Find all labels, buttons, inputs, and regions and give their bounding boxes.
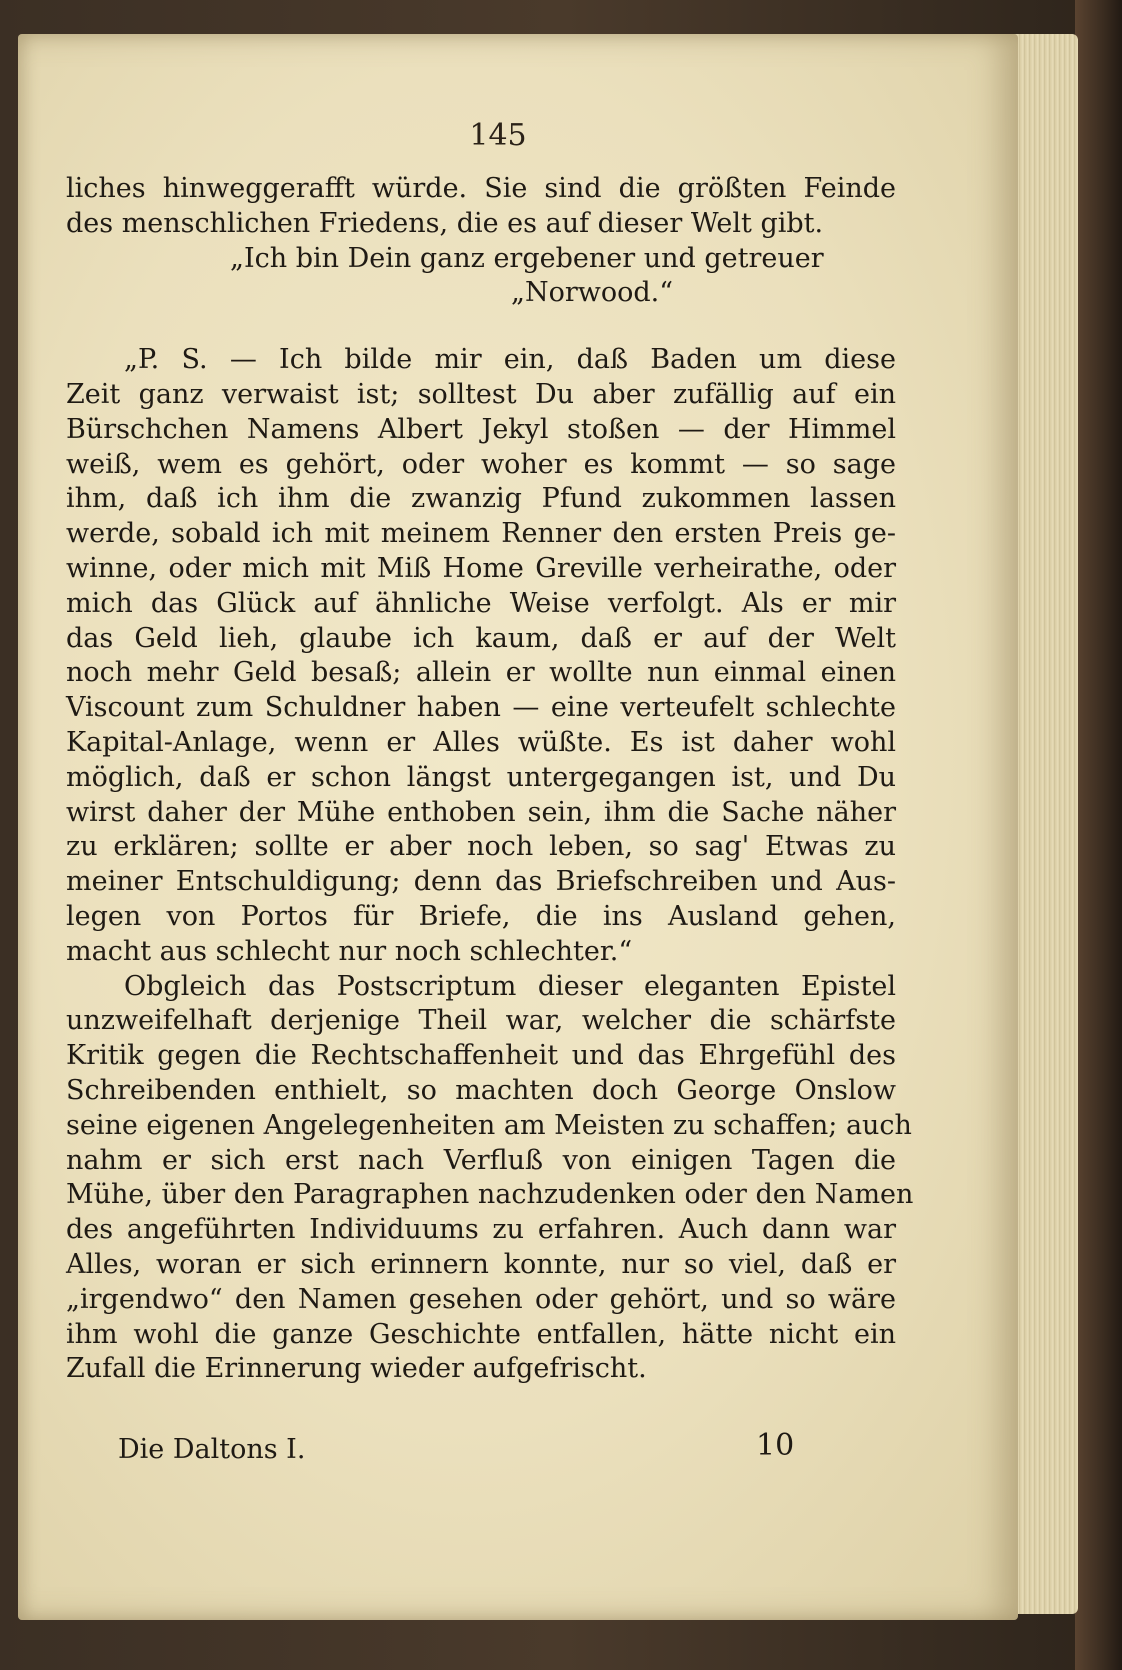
text-line: möglich, daß er schon längst untergegangen ist, und Du <box>66 761 896 793</box>
text-line: mich das Glück auf ähnliche Weise verfolgt. Als er mir <box>66 587 896 619</box>
text-line: ihm wohl die ganze Geschichte entfallen, hätte nicht ein <box>66 1318 896 1350</box>
book-binding-edge <box>1075 0 1122 1670</box>
text-line: Zufall die Erinnerung wieder aufgefrischt. <box>66 1353 647 1385</box>
footer-book-title: Die Daltons I. <box>118 1434 306 1465</box>
text-line: Kritik gegen die Rechtschaffenheit und das Ehrgefühl des <box>66 1040 896 1072</box>
text-line: liches hinweggerafft würde. Sie sind die größten Feinde <box>66 173 896 204</box>
text-line: Kapital-Anlage, wenn er Alles wüßte. Es ist daher wohl <box>66 726 896 758</box>
text-line: wirst daher der Mühe enthoben sein, ihm die Sache näher <box>66 796 896 828</box>
text-line: werde, sobald ich mit meinem Renner den ersten Preis ge- <box>66 518 896 550</box>
letter-signature: „Norwood.“ <box>511 277 674 309</box>
text-line: Zeit ganz verwaist ist; solltest Du aber zufällig auf ein <box>66 378 896 410</box>
text-line: nahm er sich erst nach Verfluß von einigen Tagen die <box>66 1144 896 1176</box>
text-line: das Geld lieh, glaube ich kaum, daß er auf der Welt <box>66 622 896 654</box>
text-line: Obgleich das Postscriptum dieser eleganten Epistel <box>124 970 896 1002</box>
text-line: zu erklären; sollte er aber noch leben, so sag' Etwas zu <box>66 831 896 863</box>
text-line: unzweifelhaft derjenige Theil war, welcher die schärfste <box>66 1005 896 1037</box>
signature-mark: 10 <box>756 1428 795 1463</box>
text-line: winne, oder mich mit Miß Home Greville verheirathe, oder <box>66 552 896 584</box>
text-line: des menschlichen Friedens, die es auf dieser Welt gibt. <box>66 207 824 239</box>
text-line: „irgendwo“ den Namen gesehen oder gehört, und so wäre <box>66 1283 896 1315</box>
text-line: legen von Portos für Briefe, die ins Ausland gehen, <box>66 900 896 932</box>
book-page <box>18 34 1018 1620</box>
text-line: Schreibenden enthielt, so machten doch George Onslow <box>66 1074 896 1106</box>
page-number: 145 <box>469 118 527 153</box>
text-line: ihm, daß ich ihm die zwanzig Pfund zukommen lassen <box>66 483 896 515</box>
text-line: noch mehr Geld besaß; allein er wollte nun einmal einen <box>66 657 896 689</box>
body-text <box>66 172 914 1387</box>
text-line: „P. S. — Ich bilde mir ein, daß Baden um diese <box>124 344 896 376</box>
text-line: Alles, woran er sich erinnern konnte, nur so viel, daß er <box>66 1248 896 1280</box>
text-line: des angeführten Individuums zu erfahren. Auch dann war <box>66 1214 896 1246</box>
text-line: macht aus schlecht nur noch schlechter.“ <box>66 935 633 967</box>
text-line: Mühe, über den Paragraphen nachzudenken oder den Namen <box>66 1179 914 1211</box>
letter-closing: „Ich bin Dein ganz ergebener und getreuer <box>230 242 824 274</box>
text-line: meiner Entschuldigung; denn das Briefschreiben und Aus- <box>66 866 896 898</box>
text-line: Viscount zum Schuldner haben — eine verteufelt schlechte <box>66 692 896 724</box>
text-line: Bürschchen Namens Albert Jekyl stoßen — der Himmel <box>66 413 896 445</box>
text-line: weiß, wem es gehört, oder woher es kommt — so sage <box>66 448 896 480</box>
text-line: seine eigenen Angelegenheiten am Meisten zu schaffen; auch <box>66 1109 912 1141</box>
